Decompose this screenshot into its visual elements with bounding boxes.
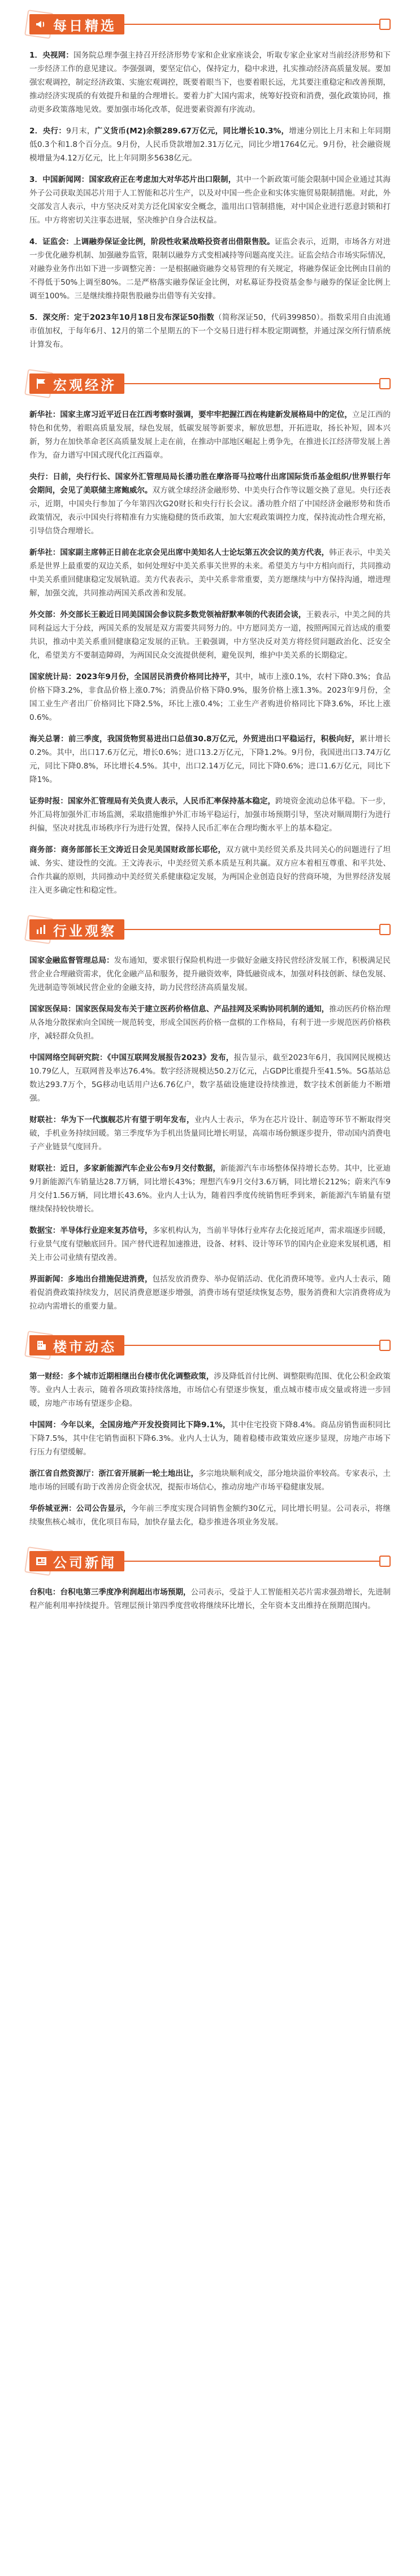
news-body: 涉及降低首付比例、调整限购范围、优化公积金政策等。业内人士表示，随着各项政策持续落地，市场信心有望逐步恢复，重点城市楼市成交量或将进一步回暖，房地产市场有望逐步企稳。 — [29, 1372, 391, 1408]
news-body: 韩正表示，中美关系是世界上最重要的双边关系，如何处理好中美关系事关世界的未来。希望美方与中方相向而行，共同推动中美关系重回健康稳定发展轨道。美方代表表示，美中关系非常重要，美方愿继续与中方保持沟通，增进理解，加强交流，共同推动两国关系改善和发展。 — [29, 548, 391, 598]
news-source: 1．央视网： — [29, 51, 73, 60]
news-item — [29, 794, 391, 835]
news-item — [29, 843, 391, 897]
news-highlight: 多个城市近期相继出台楼市优化调整政策， — [67, 1372, 214, 1381]
news-source: 财联社： — [29, 1115, 61, 1124]
news-source: 国家统计局： — [29, 672, 76, 681]
news-highlight: 国家主席习近平近日在江西考察时强调，要牢牢把握江西在构建新发展格局中的定位， — [60, 410, 353, 419]
news-source: 财联社： — [29, 1164, 60, 1173]
news-lead: 9月末， — [66, 127, 95, 136]
section-header — [29, 905, 391, 954]
news-item — [29, 408, 391, 462]
news-source: 中国网络空间研究院： — [29, 1053, 107, 1062]
news-item — [29, 1113, 391, 1154]
news-source: 华侨城亚洲： — [29, 1504, 76, 1513]
section-title: 行业观察 — [53, 923, 116, 939]
news-body: 其中住宅投资下降8.4%。商品房销售面积同比下降7.5%，其中住宅销售面积下降6.3%。业内人士认为，随着稳楼市政策效应逐步显现，房地产市场下行压力有望缓解。 — [29, 1421, 391, 1457]
news-body: 多家机构认为，当前半导体行业库存去化接近尾声，需求端逐步回暖，行业景气度有望触底回升。国产替代进程加速推进，设备、材料、设计等环节的国内企业迎来发展机遇，相关上市公司业绩有望改善。 — [29, 1226, 391, 1262]
section-title-box — [29, 373, 124, 394]
megaphone-icon — [34, 17, 49, 32]
news-body: 公司表示，受益于人工智能相关芯片需求强劲增长，先进制程产能利用率持续提升。管理层预计第四季度营收将继续环比增长，全年资本支出维持在预期范围内。 — [29, 1588, 391, 1610]
section-daily — [29, 0, 391, 351]
news-source: 外交部： — [29, 610, 60, 619]
news-source: 国家金融监督管理总局： — [29, 956, 114, 965]
news-source: 海关总署： — [29, 735, 68, 744]
news-highlight: 浙江省开展新一轮土地出让， — [98, 1469, 199, 1478]
news-item — [29, 124, 391, 165]
news-source: 新华社： — [29, 410, 60, 419]
news-body: 其中，城市上涨0.1%，农村下降0.3%；食品价格下降3.2%，非食品价格上涨0.7%；消费品价格下降0.9%，服务价格上涨1.3%。2023年9月份，全国工业生产者出厂价格同比下降2.5%，环比上涨0.4%；工业生产者购进价格同比下降3.6%，环比上涨0.6%。 — [29, 672, 391, 722]
section-title: 楼市动态 — [53, 1339, 116, 1355]
news-highlight: 日前，央行行长、国家外汇管理局局长潘功胜在摩洛哥马拉喀什出席国际货币基金组织/世界银行年会期间，会见了美联储主席鲍威尔。 — [29, 472, 391, 495]
news-body: 包括发放消费券、举办促销活动、优化消费环境等。业内人士表示，随着促消费政策持续发力，居民消费意愿逐步增强，消费市场有望延续恢复态势，服务消费和大宗消费将成为拉动内需增长的重要力量。 — [29, 1275, 391, 1311]
news-source: 台积电： — [29, 1588, 60, 1597]
news-body: 增速分别比上月末和上年同期低0.3个和1.8个百分点。9月份，人民币贷款增加2.31万亿元，同比少增1764亿元。9月份，社会融资规模增量为4.12万亿元，比上年同期多5638亿元。 — [29, 127, 391, 163]
news-body: 推动医药价格治理从各地分散探索向全国统一规范转变，形成全国医药价格一盘棋的工作格局，有利于进一步规范医药价格秩序，减轻群众负担。 — [29, 1005, 391, 1041]
news-item — [29, 546, 391, 600]
news-item — [29, 1585, 391, 1613]
news-body: 业内人士表示，华为在芯片设计、制造等环节不断取得突破，手机业务持续回暖。第三季度华为手机出货量同比增长明显，高端市场份额逐步提升，带动国内消费电子产业链景气度回升。 — [29, 1115, 391, 1152]
news-highlight: 多地出台措施促进消费， — [67, 1275, 153, 1284]
news-body: （简称深证50，代码399850）。指数采用自由流通市值加权，于每年6月、12月的第二个星期五的下一个交易日进行样本股定期调整，并通过深交所行情系统计算发布。 — [29, 313, 391, 349]
news-highlight: 国家医保局发布关于建立医药价格信息、产品挂网及采购协同机制的通知， — [75, 1005, 330, 1014]
news-item — [29, 173, 391, 227]
news-highlight: 外交部长王毅近日同美国国会参议院多数党领袖舒默率领的代表团会谈， — [60, 610, 306, 619]
section-header — [29, 1321, 391, 1370]
section-title-box — [29, 1551, 124, 1571]
building-icon — [34, 1338, 49, 1353]
news-source: 国家医保局： — [29, 1005, 76, 1014]
news-body: 双方就中美经贸关系及共同关心的问题进行了坦诚、务实、建设性的交流。王文涛表示，中美经贸关系本质是互利共赢。双方应本着相互尊重、和平共处、合作共赢的原则，共同推动中美经贸关系健康稳定发展，为两国企业创造良好的营商环境，为世界经济发展注入更多确定性和稳定性。 — [29, 845, 391, 895]
news-item — [29, 608, 391, 662]
news-item — [29, 732, 391, 787]
news-body: 国务院总理李强主持召开经济形势专家和企业家座谈会，听取专家企业家对当前经济形势和下一步经济工作的意见建议。李强强调，要坚定信心，保持定力，稳中求进，扎实推动经济高质量发展。要加强宏观调控，制定经济政策、实施宏观调控，既要着眼当下，也要着眼长远，尤其要注重稳定和改善预期，推动经济实现质的有效提升和量的合理增长。要着力扩大国内需求，统筹好投资和消费，强化政策协同，推动更多政策落地见效。要加强市场化改革，促进要素资源有序流动。 — [29, 51, 391, 114]
news-source: 央行： — [29, 472, 53, 481]
news-item — [29, 470, 391, 538]
section-header — [29, 1537, 391, 1585]
section-title: 公司新闻 — [53, 1554, 116, 1571]
news-body: 累计增长0.2%。其中，出口17.6万亿元，增长0.6%；进口13.2万亿元，下降1.2%。9月份，我国进出口3.74万亿元，同比下降0.8%，环比增长4.5%。其中，出口2.14万亿元，同比下降0.6%；进口1.6万亿元，同比下降1%。 — [29, 735, 391, 784]
news-body: 立足江西的特色和优势，着眼高质量发展，绿色发展，低碳发展等新要求，解放思想，开拓进取，扬长补短，固本兴新，努力在加快革命老区高质量发展上走在前，在推动中部地区崛起上勇争先，在推进长江经济带发展上善作为，奋力谱写中国式现代化江西篇章。 — [29, 410, 391, 460]
news-highlight: 台积电第三季度净利润超出市场预期， — [60, 1588, 191, 1597]
news-source: 界面新闻： — [29, 1275, 68, 1284]
news-item — [29, 235, 391, 303]
news-source: 5．深交所： — [29, 313, 74, 322]
news-body: 发布通知，要求银行保险机构进一步做好金融支持民营经济发展工作，积极满足民营企业合理融资需求，优化金融产品和服务，提升融资效率，降低融资成本，加强对科技创新、绿色发展、先进制造等领域民营企业的金融支持，助力民营经济高质量发展。 — [29, 956, 391, 992]
news-item — [29, 1502, 391, 1529]
news-source: 2．央行： — [29, 127, 67, 136]
news-highlight: 《中国互联网发展报告2023》发布， — [107, 1053, 234, 1062]
news-item — [29, 311, 391, 351]
news-source: 商务部： — [29, 845, 61, 854]
news-highlight: 国家副主席韩正日前在北京会见出席中美知名人士论坛第五次会议的美方代表， — [60, 548, 330, 557]
news-source: 中国网： — [29, 1421, 61, 1430]
news-item — [29, 1224, 391, 1265]
section-header — [29, 359, 391, 408]
chart-icon — [34, 922, 49, 937]
news-body: 其中一个新政策可能会限制中国企业通过其海外子公司获取美国芯片用于人工智能和芯片生产，以及对中国一些企业和实体实施贸易限制措施。对此，外交部发言人表示，中方坚决反对美方泛化国家安全概念，滥用出口管制措施，对中国企业进行恶意封锁和打压。中方将密切关注事态进展，坚决维护自身合法权益。 — [29, 175, 391, 225]
news-body: 跨境资金流动总体平稳。下一步，外汇局将加强外汇市场监测，采取措施维护外汇市场平稳运行，加强市场预期引导，坚决对顺周期行为进行纠偏，坚决对扰乱市场秩序行为进行处置，保持人民币汇率在合理均衡水平上的基本稳定。 — [29, 797, 391, 833]
section-macro — [29, 359, 391, 897]
news-item — [29, 49, 391, 116]
news-item — [29, 954, 391, 994]
news-item — [29, 1162, 391, 1216]
flag-icon — [34, 376, 49, 391]
news-source: 新华社： — [29, 548, 60, 557]
news-item — [29, 1467, 391, 1494]
section-industry — [29, 905, 391, 1313]
news-source: 3．中国新闻网： — [29, 175, 89, 184]
news-highlight: 国家外汇管理局有关负责人表示，人民币汇率保持基本稳定， — [67, 797, 276, 806]
news-body: 多宗地块顺利成交，部分地块溢价率较高。专家表示，土地市场的回暖有助于改善房企资金状况，提振市场信心，推动房地产市场平稳健康发展。 — [29, 1469, 391, 1492]
news-source: 浙江省自然资源厅： — [29, 1469, 99, 1478]
news-source: 数据宝： — [29, 1226, 60, 1235]
news-highlight: 今年以来，全国房地产开发投资同比下降9.1%， — [60, 1421, 231, 1430]
news-body: 证监会表示，近期，市场各方对进一步优化融券机制、加强融券监管，限制以融券方式变相减持等问题高度关注。证监会结合市场实际情况，对融券业务作出如下进一步调整完善：一是根据融资融券交易管理的有关规定，将融券保证金比例由目前的不得低于50%上调至80%。二是严格落实融券保证金比例，对私募证券投资基金参与融券的保证金比例上调至100%。三是继续维持限售股融券出借等有关安排。 — [29, 237, 391, 301]
news-item — [29, 670, 391, 724]
news-highlight: 2023年9月份，全国居民消费价格同比持平， — [76, 672, 235, 681]
news-highlight: 半导体行业迎来复苏信号， — [60, 1226, 153, 1235]
section-company — [29, 1537, 391, 1613]
news-body: 双方就全球经济金融形势、中美央行合作等议题交换了意见。央行还表示，近期，中国央行参加了今年第四次G20财长和央行行长会议。潘功胜介绍了中国经济金融形势和货币政策情况，表示中国央行将精准有力实施稳健的货币政策，加大宏观政策调控力度，保持流动性合理充裕，引导信贷合理增长。 — [29, 486, 391, 536]
section-header — [29, 0, 391, 49]
section-title-box — [29, 1335, 124, 1356]
news-highlight: 华为下一代旗舰芯片有望于明年发布， — [60, 1115, 194, 1124]
news-source: 4．证监会： — [29, 237, 73, 246]
news-item — [29, 1051, 391, 1105]
news-highlight: 国家政府正在考虑加大对华芯片出口限制， — [89, 175, 236, 184]
news-body: 新能源汽车市场整体保持增长态势。其中，比亚迪9月新能源汽车销量达28.7万辆，同比增长43%；理想汽车9月交付3.6万辆，同比增长212%；蔚来汽车9月交付1.56万辆，同比增长43.6%。业内人士认为，随着四季度传统销售旺季到来，新能源汽车销量有望继续保持较快增长。 — [29, 1164, 391, 1214]
news-item — [29, 1418, 391, 1459]
news-highlight: 公司公告显示， — [76, 1504, 131, 1513]
news-highlight: 近日，多家新能源汽车企业公布9月交付数据， — [60, 1164, 221, 1173]
news-source: 证券时报： — [29, 797, 68, 806]
news-highlight: 上调融券保证金比例，阶段性收紧战略投资者出借限售股。 — [73, 237, 275, 246]
news-highlight: 前三季度，我国货物贸易进出口总值30.8万亿元，外贸进出口平稳运行，积极向好， — [68, 735, 360, 744]
news-body: 今年前三季度实现合同销售金额约30亿元，同比增长明显。公司表示，将继续聚焦核心城市，优化项目布局，加快存量去化，稳步推进各项业务发展。 — [29, 1504, 391, 1527]
section-title: 每日精选 — [53, 18, 116, 34]
news-highlight: 广义货币(M2)余额289.67万亿元，同比增长10.3%， — [94, 127, 289, 136]
section-title-box — [29, 14, 124, 34]
news-body: 报告显示，截至2023年6月，我国网民规模达10.79亿人，互联网普及率达76.4%。数字经济规模达50.2万亿元，占GDP比重提升至41.5%。5G基站总数达293.7万个，5G移动电话用户达6.76亿户，数字基础设施建设持续推进，数字技术创新能力不断增强。 — [29, 1053, 391, 1103]
section-title-box — [29, 919, 124, 940]
news-highlight: 商务部部长王文涛近日会见美国财政部长耶伦， — [60, 845, 226, 854]
news-source: 第一财经： — [29, 1372, 68, 1381]
news-item — [29, 1002, 391, 1043]
news-highlight: 定于2023年10月18日发布深证50指数 — [73, 313, 214, 322]
news-item — [29, 1272, 391, 1313]
news-item — [29, 1370, 391, 1410]
newspaper-icon — [34, 1554, 49, 1569]
news-body: 王毅表示，中美之间的共同利益远大于分歧，两国关系的发展是双方需要共同努力的。中方愿同美方一道，按照两国元首达成的重要共识，推动中美关系重回健康稳定发展的正轨。王毅强调，中方坚决反对美方将经贸问题政治化、泛安全化，希望美方不要制造障碍，为两国民众交流提供便利，避免误判，维护中美关系的长期稳定。 — [29, 610, 391, 660]
section-title: 宏观经济 — [53, 377, 116, 393]
section-property — [29, 1321, 391, 1529]
